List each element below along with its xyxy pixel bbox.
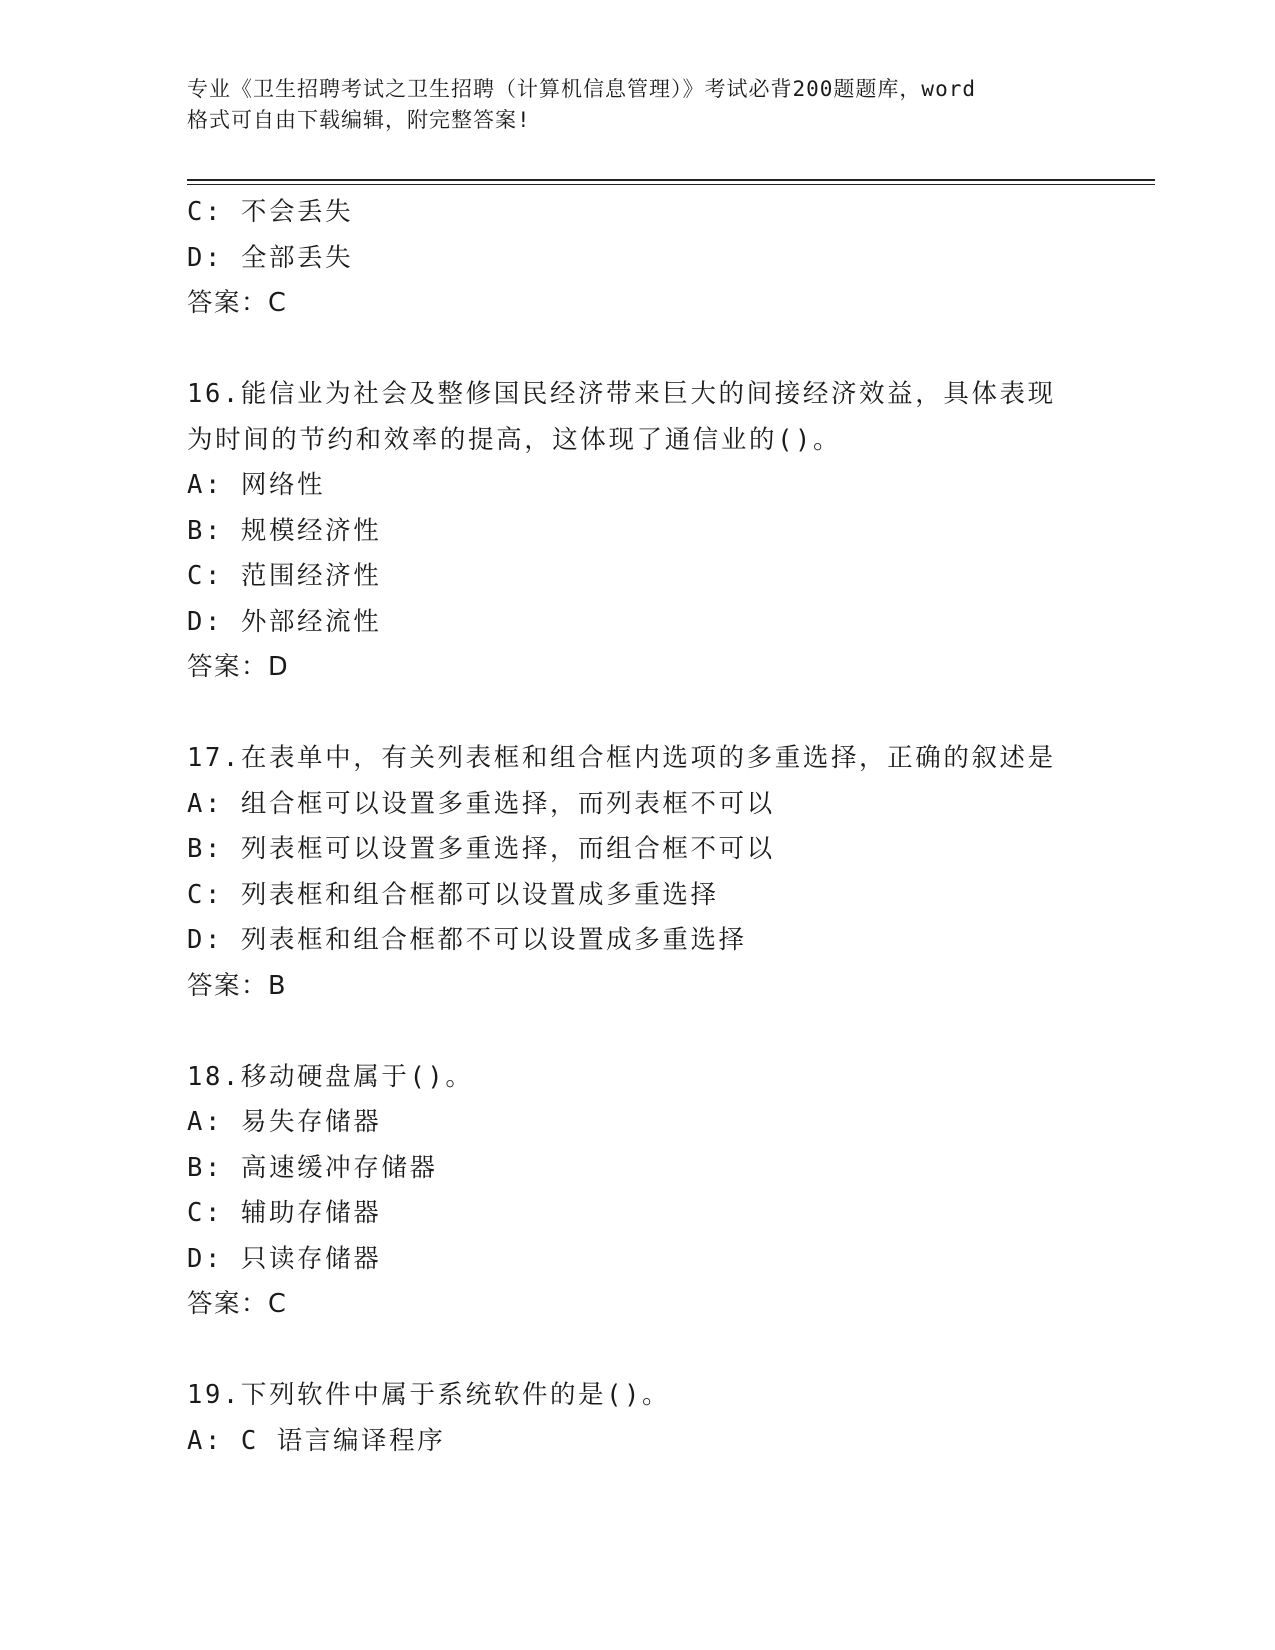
answer-line: 答案：C: [187, 288, 288, 318]
question-text: 16.能信业为社会及整修国民经济带来巨大的间接经济效益，具体表现: [187, 379, 1056, 409]
option-d: D: 只读存储器: [187, 1243, 382, 1274]
question-text-continued: 为时间的节约和效率的提高，这体现了通信业的()。: [187, 424, 842, 455]
question-block-15-continued: [187, 190, 1107, 327]
question-block-16: [187, 372, 1107, 691]
option-c: C: 辅助存储器: [187, 1198, 382, 1228]
option-c: C: 范围经济性: [187, 561, 382, 591]
question-text: 19.下列软件中属于系统软件的是()。: [187, 1380, 671, 1410]
option-b: B: 规模经济性: [187, 515, 382, 546]
question-block-17: [187, 736, 1107, 1009]
header-title-line-1: 专业《卫生招聘考试之卫生招聘（计算机信息管理）》考试必背200题题库，word: [187, 77, 976, 101]
question-list: [187, 190, 1107, 1464]
option-c: C: 不会丢失: [187, 197, 354, 227]
spacer: [187, 1328, 1107, 1374]
option-a: A: 组合框可以设置多重选择，而列表框不可以: [187, 788, 775, 819]
header-divider-thick: [187, 179, 1155, 181]
option-b: B: 列表框可以设置多重选择，而组合框不可以: [187, 834, 775, 864]
option-d: D: 列表框和组合框都不可以设置成多重选择: [187, 925, 747, 955]
answer-line: 答案：B: [187, 970, 287, 1001]
option-d: D: 全部丢失: [187, 242, 354, 273]
spacer: [187, 691, 1107, 737]
document-header: [187, 74, 1087, 136]
question-block-19: [187, 1373, 1107, 1464]
question-text: 18.移动硬盘属于()。: [187, 1061, 474, 1092]
option-a: A: 易失存储器: [187, 1107, 382, 1137]
header-divider-thin: [187, 184, 1155, 185]
question-text: 17.在表单中，有关列表框和组合框内选项的多重选择，正确的叙述是: [187, 743, 1056, 773]
option-a: A: 网络性: [187, 470, 326, 500]
option-b: B: 高速缓冲存储器: [187, 1152, 438, 1183]
spacer: [187, 1009, 1107, 1055]
option-d: D: 外部经流性: [187, 606, 382, 637]
option-a: A: C 语言编译程序: [187, 1425, 446, 1456]
answer-line: 答案：D: [187, 652, 290, 682]
option-c: C: 列表框和组合框都可以设置成多重选择: [187, 879, 719, 910]
header-title-line-2: 格式可自由下载编辑，附完整答案!: [187, 108, 531, 132]
answer-line: 答案：C: [187, 1289, 288, 1319]
question-block-18: [187, 1055, 1107, 1328]
spacer: [187, 327, 1107, 373]
